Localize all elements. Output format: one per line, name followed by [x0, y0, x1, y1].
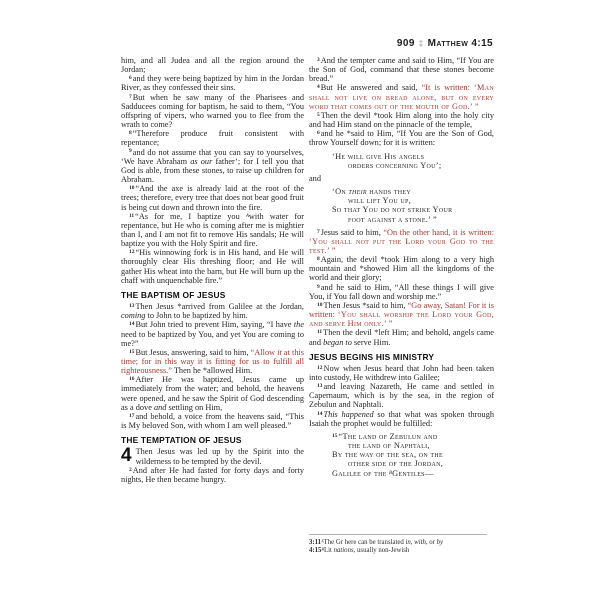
verse-paragraph	[309, 328, 494, 346]
small-caps-text: ‘He will give His angels	[332, 151, 425, 161]
page-number: 909	[396, 38, 415, 49]
verse-number: 8	[129, 130, 132, 137]
small-caps-text: Gentiles—	[392, 468, 434, 478]
verse-paragraph	[309, 129, 494, 147]
verse-number: 5	[317, 111, 320, 118]
italic-text: the	[293, 320, 304, 330]
italic-text: and	[153, 402, 167, 412]
poetry-line	[309, 459, 494, 468]
italic-text: by	[436, 539, 444, 546]
poetry-line	[309, 441, 494, 450]
footnote-marker: B	[321, 546, 324, 552]
body-text: But He answered and said,	[320, 83, 422, 93]
verse-paragraph	[309, 111, 494, 129]
small-caps-text: ‘On	[332, 187, 349, 197]
footnote-marker: A	[321, 538, 324, 544]
small-caps-text: “The land of Zebulun and	[338, 431, 438, 441]
body-text: Then he *allowed Him.	[171, 366, 253, 376]
body-text: But Jesus, answering, said to him,	[135, 347, 251, 357]
verse-number: 14	[317, 410, 323, 417]
poetry-line	[309, 450, 494, 459]
verse-paragraph	[309, 283, 494, 301]
poetry-line	[309, 469, 494, 478]
body-text: and they were being baptized by him in the Jordan River, as they confessed their sins.	[121, 74, 304, 93]
body-text: But John tried to prevent Him, saying, “I have	[135, 320, 294, 330]
verse-paragraph	[309, 228, 494, 255]
body-text: and behold, a voice from the heavens said, “This is My beloved Son, with whom I am well pleased.”	[121, 411, 304, 431]
section-heading: THE BAPTISM OF JESUS	[121, 289, 226, 300]
red-letter-text: ‘You shall not put the Lord your God to the test.’ ”	[309, 236, 494, 255]
small-caps-text: By the way of the sea, on the	[332, 450, 443, 460]
body-text: Then Jesus *arrived from Galilee at the Jordan,	[135, 302, 304, 312]
body-text: Then the devil *left Him; and behold, angels came and	[309, 328, 494, 347]
body-text: and he said to Him, “All these things I will give You, if You fall down and worship me.”	[309, 282, 494, 301]
verse-number: 7	[129, 93, 132, 100]
poetry-line	[309, 187, 494, 196]
small-caps-text: Galilee of the	[332, 468, 390, 478]
poetry-line	[309, 161, 494, 170]
body-text: serve Him.	[351, 337, 391, 347]
verse-paragraph	[121, 447, 304, 465]
verse-paragraph	[309, 364, 494, 382]
small-caps-text: orders concerning You’;	[348, 160, 442, 170]
verse-paragraph	[121, 93, 304, 130]
body-text: and do not assume that you can say to yourselves, ‘We have Abraham	[121, 147, 304, 166]
verse-number: 11	[129, 212, 135, 219]
verse-paragraph	[121, 248, 304, 285]
body-text: usually non-Jewish	[355, 547, 410, 555]
verse-paragraph	[121, 212, 304, 249]
verse-number: 12	[129, 249, 135, 256]
small-caps-text: foot against a stone.’ ”	[348, 214, 437, 224]
body-text: Jesus said to him,	[320, 227, 384, 237]
verse-paragraph	[121, 466, 304, 484]
body-text: The Gr here can be translated	[323, 539, 406, 546]
red-letter-text: “It is written:	[421, 83, 474, 93]
verse-number: 8	[317, 256, 320, 263]
poetry-line	[309, 432, 494, 441]
verse-number: 3	[317, 56, 320, 63]
body-text: with water for repentance, but He who is coming after me is mightier than I, and I am not fit to remove His sandals; He will baptize you with the Holy Spirit and fire.	[121, 211, 304, 249]
verse-paragraph	[121, 320, 304, 347]
italic-text: began to	[323, 337, 352, 347]
body-text: Now when Jesus heard that John had been taken into custody, He withdrew into Galilee;	[309, 363, 494, 382]
verse-number: 9	[317, 283, 320, 290]
footnote	[309, 547, 494, 555]
body-text: But when he saw many of the Pharisees and Sadducees coming for baptism, he said to them, “You offspring of vipers, who warned you to flee from the wrath to come?	[121, 92, 304, 130]
body-text: After He was baptized, Jesus came up immediately from the water; and behold, the heavens were opened, and he saw the Spirit of God descending as a dove	[121, 375, 304, 412]
verse-number: 10	[129, 185, 135, 192]
right-column	[309, 56, 494, 482]
italic-text: as our	[190, 156, 213, 166]
red-letter-text: ‘You shall worship the Lord your God, and serve Him only.’ ”	[309, 310, 494, 329]
red-letter-text: ‘Man shall not live on bread alone, but on every word that comes out of the mouth of God.’ ”	[309, 83, 494, 111]
verse-number: 4	[317, 84, 320, 91]
small-caps-text: hands they	[366, 187, 411, 197]
body-text: Then Jesus was led up by the Spirit into the wilderness to be tempted by the devil.	[135, 447, 304, 466]
body-text: father’; for I tell you that God is able, from these stones, to raise up children for Abraham.	[121, 156, 304, 185]
poetry-block	[309, 152, 494, 170]
italic-text: This happened	[323, 409, 374, 419]
verse-number: 12	[317, 364, 323, 371]
red-letter-text: “On the other hand, it is written:	[383, 227, 494, 237]
verse-number: 7	[317, 228, 320, 235]
connector-word	[309, 174, 494, 183]
poetry-line	[309, 196, 494, 205]
small-caps-text: will lift You up,	[348, 196, 412, 206]
verse-number: 13	[317, 383, 323, 390]
verse-number: 15	[332, 432, 338, 439]
small-caps-text: other side of the Jordan,	[348, 459, 444, 469]
italic-text: coming	[121, 311, 146, 321]
verse-paragraph	[309, 382, 494, 409]
verse-paragraph	[121, 184, 304, 211]
italic-text: nations,	[333, 547, 356, 555]
verse-number: 13	[129, 302, 135, 309]
red-letter-text: it	[277, 347, 282, 357]
body-text: And after He had fasted for forty days and forty nights, He then became hungry.	[121, 465, 304, 484]
red-letter-text: “Allow	[250, 347, 278, 357]
verse-paragraph	[121, 412, 304, 430]
footnote-marker: B	[389, 470, 393, 476]
body-text: Again, the devil *took Him along to a very high mountain and *showed Him all the kingdoms of the world and their glory;	[309, 255, 494, 283]
body-text: and leaving Nazareth, He came and settled in Capernaum, which is by the sea, in the region of Zebulun and Naphtali.	[309, 382, 494, 410]
verse-number: 15	[129, 348, 135, 355]
verse-paragraph	[309, 56, 494, 83]
poetry-line	[309, 205, 494, 214]
verse-number: 6	[129, 75, 132, 82]
verse-number: 6	[317, 130, 320, 137]
body-text: Then the devil *took Him along into the holy city and had Him stand on the pinnacle of the temple,	[309, 110, 494, 130]
footnotes	[309, 534, 494, 555]
small-caps-text: So that You do not strike Your	[332, 205, 453, 215]
poetry-block	[309, 187, 494, 224]
small-caps-text: the land of Naphtali,	[348, 441, 430, 451]
body-text: him, and all Judea and all the region around the Jordan;	[121, 56, 304, 75]
verse-number: 10	[317, 301, 323, 308]
footnote-marker: A	[245, 213, 249, 219]
verse-paragraph	[309, 255, 494, 282]
footnote-rule	[309, 534, 487, 535]
verse-paragraph	[121, 302, 304, 320]
book-reference: Matthew 4:15	[427, 38, 493, 49]
verse-number: 9	[129, 148, 132, 155]
verse-paragraph	[121, 348, 304, 375]
verse-paragraph	[309, 301, 494, 328]
section-heading: THE TEMPTATION OF JESUS	[121, 435, 242, 446]
body-text: need to be baptized by You, and yet You are coming to me?”	[121, 329, 304, 348]
verse-number: 2	[129, 466, 132, 473]
verse-paragraph	[121, 129, 304, 147]
body-text: “Therefore produce fruit consistent with repentance;	[121, 129, 304, 148]
section-heading: JESUS BEGINS HIS MINISTRY	[309, 351, 435, 362]
footnote-reference: 4:15	[309, 547, 322, 555]
body-text: “As for me, I baptize you	[135, 211, 246, 221]
body-text: “His winnowing fork is in His hand, and He will thoroughly clear His threshing floor; and He will gather His wheat into the barn, but He will burn up the chaff with unquenchable fire.”	[121, 248, 304, 285]
body-text: Lit	[323, 547, 334, 555]
verse-paragraph	[309, 410, 494, 428]
small-caps-text: their	[348, 187, 367, 197]
body-text: and	[309, 173, 321, 183]
verse-paragraph	[121, 375, 304, 412]
body-text: to John to be baptized by him.	[145, 311, 248, 321]
verse-number: 11	[317, 329, 323, 336]
verse-paragraph	[121, 148, 304, 185]
poetry-block	[309, 432, 494, 478]
body-text: settling on Him,	[166, 402, 223, 412]
verse-paragraph	[121, 56, 304, 74]
poetry-line	[309, 215, 494, 224]
verse-number: 17	[129, 412, 135, 419]
footnote	[309, 539, 494, 547]
poetry-line	[309, 152, 494, 161]
verse-number: 16	[129, 376, 135, 383]
left-column	[121, 56, 304, 484]
body-text: and he *said to Him, “If You are the Son of God, throw Yourself down; for it is written:	[309, 129, 494, 148]
body-text: or	[427, 539, 437, 546]
red-letter-text: at this time; for in this way it is fitting for us to fulfill all righteousness.”	[121, 347, 304, 376]
body-text: Then Jesus *said to him,	[323, 300, 408, 310]
italic-text: in, with,	[405, 539, 428, 546]
red-letter-text: “Go away, Satan! For it is written:	[309, 300, 494, 320]
verse-paragraph	[309, 83, 494, 110]
header-ornament-icon: ‡	[418, 39, 424, 48]
body-text: And the tempter came and said to Him, “If You are the Son of God, command that these stones become bread.”	[309, 56, 494, 84]
body-text: “And the axe is already laid at the root of the trees; therefore, every tree that does not bear good fruit is being cut down and thrown into the fire.	[121, 184, 304, 212]
verse-paragraph	[121, 74, 304, 92]
body-text: so that what was spoken through Isaiah the prophet would be fulfilled:	[309, 409, 494, 428]
footnote-reference: 3:11	[309, 539, 322, 546]
chapter-number: 4	[121, 445, 132, 467]
verse-number: 14	[129, 321, 135, 328]
running-header	[121, 38, 493, 49]
